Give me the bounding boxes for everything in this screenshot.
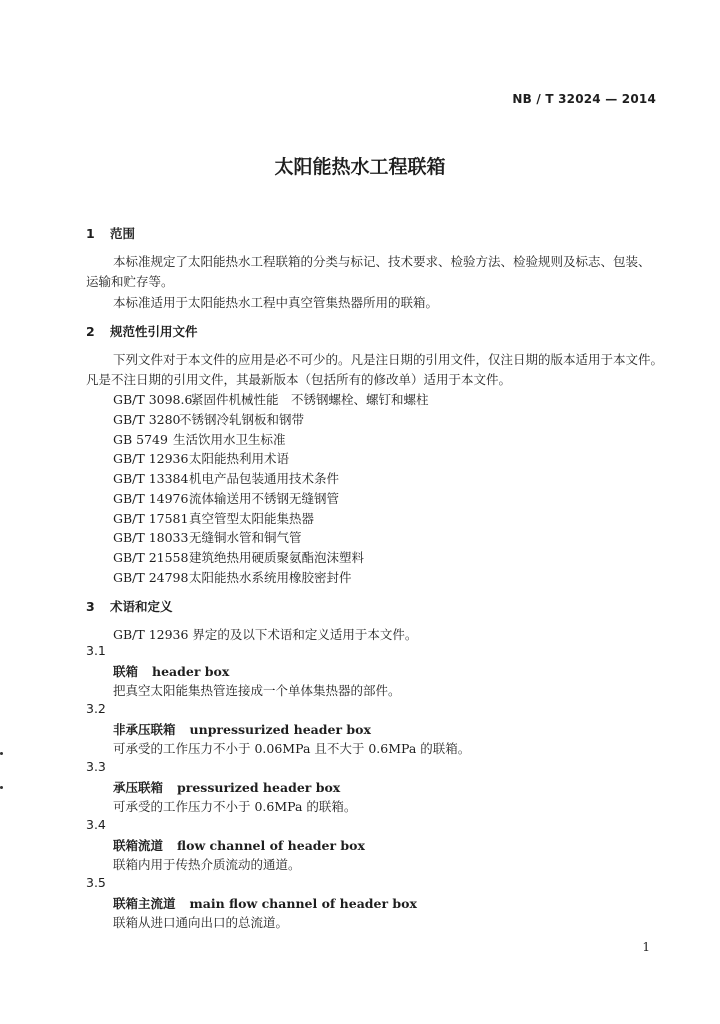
section-title: 术语和定义 — [110, 599, 173, 614]
reference-title: 太阳能热利用术语 — [189, 451, 290, 466]
section-1-heading — [86, 224, 135, 242]
reference-item — [113, 410, 304, 428]
reference-item — [113, 469, 339, 487]
reference-item — [113, 430, 286, 448]
section-2-heading — [86, 322, 198, 340]
term-heading — [113, 662, 229, 680]
section-title: 规范性引用文件 — [110, 324, 198, 339]
section-1-para1-line1: 本标准规定了太阳能热水工程联箱的分类与标记、技术要求、检验方法、检验规则及标志、包装、 — [113, 254, 651, 269]
reference-code: GB 5749 — [113, 432, 168, 447]
reference-code: GB/T 14976 — [113, 491, 189, 506]
reference-item — [113, 568, 352, 586]
term-zh: 承压联箱 — [113, 780, 164, 795]
reference-title: 机电产品包装通用技术条件 — [189, 471, 340, 486]
reference-title: 流体输送用不锈钢无缝钢管 — [189, 491, 340, 506]
section-2-intro-line1: 下列文件对于本文件的应用是必不可少的。凡是注日期的引用文件，仅注日期的版本适用于本文件。 — [113, 352, 664, 367]
reference-code: GB/T 12936 — [113, 451, 189, 466]
reference-item — [113, 528, 302, 546]
reference-code: GB/T 18033 — [113, 530, 189, 545]
standard-number: NB / T 32024 — 2014 — [512, 92, 656, 106]
term-zh: 联箱流道 — [113, 838, 164, 853]
section-1-para1-line2: 运输和贮存等。 — [86, 274, 174, 289]
reference-title: 太阳能热水系统用橡胶密封件 — [189, 570, 352, 585]
page-number: 1 — [642, 940, 650, 954]
section-number: 1 — [86, 226, 95, 241]
scan-mark — [0, 786, 3, 789]
term-number: 3.4 — [86, 817, 106, 832]
term-definition: 可承受的工作压力不小于 0.06MPa 且不大于 0.6MPa 的联箱。 — [113, 741, 471, 756]
section-title: 范围 — [110, 226, 136, 241]
reference-title: 建筑绝热用硬质聚氨酯泡沫塑料 — [189, 550, 365, 565]
reference-item — [113, 489, 339, 507]
term-definition: 联箱内用于传热介质流动的通道。 — [113, 857, 301, 872]
reference-item — [113, 449, 289, 467]
reference-code: GB/T 21558 — [113, 550, 189, 565]
term-heading — [113, 778, 340, 796]
section-number: 2 — [86, 324, 95, 339]
term-en: pressurized header box — [177, 780, 341, 795]
reference-title: 无缝铜水管和铜气管 — [189, 530, 302, 545]
term-number: 3.3 — [86, 759, 106, 774]
term-zh: 联箱 — [113, 664, 139, 679]
section-3-heading — [86, 597, 173, 615]
term-definition: 可承受的工作压力不小于 0.6MPa 的联箱。 — [113, 799, 357, 814]
reference-code: GB/T 17581 — [113, 511, 189, 526]
term-number: 3.5 — [86, 875, 106, 890]
section-2-intro-line2: 凡是不注日期的引用文件，其最新版本（包括所有的修改单）适用于本文件。 — [86, 372, 512, 387]
term-zh: 非承压联箱 — [113, 722, 176, 737]
reference-title: 紧固件机械性能 不锈钢螺栓、螺钉和螺柱 — [191, 392, 429, 407]
reference-code: GB/T 3098.6 — [113, 392, 193, 407]
reference-item — [113, 509, 314, 527]
term-en: header box — [152, 664, 230, 679]
reference-title: 不锈钢冷轧钢板和钢带 — [179, 412, 305, 427]
term-number: 3.1 — [86, 643, 106, 658]
term-en: unpressurized header box — [189, 722, 371, 737]
document-title: 太阳能热水工程联箱 — [274, 156, 446, 178]
term-heading — [113, 894, 417, 912]
section-1-para2: 本标准适用于太阳能热水工程中真空管集热器所用的联箱。 — [113, 295, 439, 310]
term-en: main flow channel of header box — [189, 896, 417, 911]
reference-title: 真空管型太阳能集热器 — [189, 511, 315, 526]
reference-title: 生活饮用水卫生标准 — [173, 432, 286, 447]
term-definition: 联箱从进口通向出口的总流道。 — [113, 915, 289, 930]
term-heading — [113, 720, 371, 738]
scan-mark — [0, 752, 3, 755]
reference-code: GB/T 13384 — [113, 471, 189, 486]
term-heading — [113, 836, 365, 854]
section-3-intro: GB/T 12936 界定的及以下术语和定义适用于本文件。 — [113, 627, 418, 642]
reference-code: GB/T 3280 — [113, 412, 181, 427]
term-zh: 联箱主流道 — [113, 896, 176, 911]
reference-item — [113, 548, 364, 566]
term-definition: 把真空太阳能集热管连接成一个单体集热器的部件。 — [113, 683, 401, 698]
section-number: 3 — [86, 599, 95, 614]
reference-item — [113, 390, 429, 408]
term-en: flow channel of header box — [177, 838, 365, 853]
term-number: 3.2 — [86, 701, 106, 716]
reference-code: GB/T 24798 — [113, 570, 189, 585]
